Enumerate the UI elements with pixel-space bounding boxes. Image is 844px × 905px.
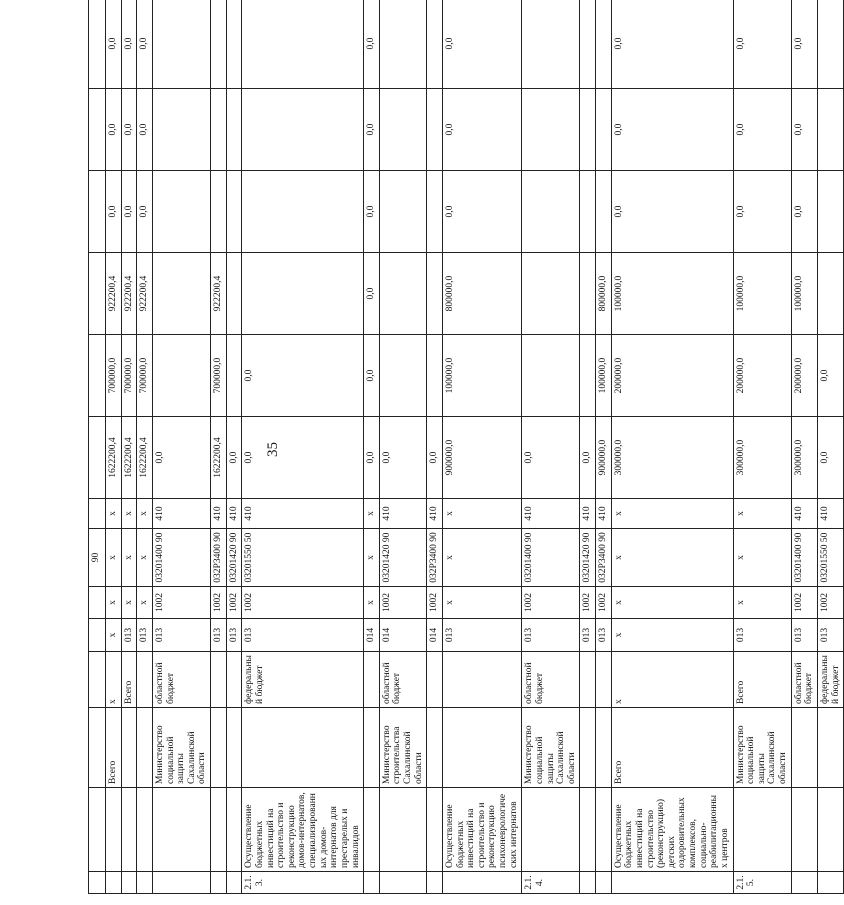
cell-event-name: [379, 788, 427, 872]
cell-rzpr: x: [121, 587, 137, 619]
header-fragment-row: [89, 0, 106, 894]
cell-vr: 410: [226, 499, 242, 529]
cell-responsible: Министерство социальной защиты Сахалинской области: [152, 708, 210, 788]
cell-vr: 410: [152, 499, 210, 529]
cell-grbs: 013: [226, 619, 242, 652]
cell-event-name: Осуществление бюджетных инвестиций на строительство и реконструкцию психоневрологических интернатов: [442, 788, 521, 872]
cell-year-2: 100000,0: [611, 253, 733, 335]
cell-total: 0,0: [580, 417, 596, 499]
cell-responsible: [364, 708, 380, 788]
cell-event-name: [580, 788, 596, 872]
cell-year-2: 922200,4: [137, 253, 153, 335]
cell-total: 1622200,4: [137, 417, 153, 499]
cell-year-5: [211, 0, 227, 89]
cell-year-5: [580, 0, 596, 89]
cell-rzpr: x: [106, 587, 122, 619]
cell-year-1: 0,0: [242, 335, 364, 417]
table-body: [89, 0, 844, 894]
cell-grbs: 013: [211, 619, 227, 652]
cell-event-name: [226, 788, 242, 872]
cell-event-name: [596, 788, 612, 872]
cell-year-4: [580, 89, 596, 171]
budget-table: [88, 0, 844, 894]
cell-item-number: [152, 872, 210, 894]
cell-csr: x: [442, 529, 521, 587]
cell-vr: x: [364, 499, 380, 529]
table-row: [733, 0, 791, 894]
cell-year-1: [226, 335, 242, 417]
cell-rzpr: x: [611, 587, 733, 619]
cell-vr: 410: [427, 499, 443, 529]
cell-grbs: 013: [791, 619, 817, 652]
cell-responsible: [242, 708, 364, 788]
table-row: [817, 0, 843, 894]
cell-year-5: 0,0: [364, 0, 380, 89]
cell-funding-source: федеральный бюджет: [817, 652, 843, 708]
cell-responsible: Министерство социальной защиты Сахалинской области: [733, 708, 791, 788]
cell-funding-source: [211, 652, 227, 708]
cell-year-3: [522, 171, 580, 253]
cell-funding-source: [226, 652, 242, 708]
cell-grbs: 013: [596, 619, 612, 652]
cell-csr: 03201550 50: [242, 529, 364, 587]
cell-csr: 032P3400 90: [427, 529, 443, 587]
cell-event-name: [121, 788, 137, 872]
cell-year-1: 100000,0: [596, 335, 612, 417]
page-number: 35: [265, 442, 281, 457]
cell-vr: x: [121, 499, 137, 529]
cell-funding-source: [364, 652, 380, 708]
cell-year-3: 0,0: [106, 171, 122, 253]
table-row: [106, 0, 122, 894]
cell-csr: x: [364, 529, 380, 587]
cell-year-3: [211, 171, 227, 253]
cell-year-2: 800000,0: [596, 253, 612, 335]
cell-csr: x: [121, 529, 137, 587]
cell-year-3: 0,0: [611, 171, 733, 253]
cell-total: 0,0: [364, 417, 380, 499]
cell-year-5: [379, 0, 427, 89]
cell-responsible: [121, 708, 137, 788]
cell-item-number: 2.1.5.: [733, 872, 791, 894]
cell-item-number: 2.1.3.: [242, 872, 364, 894]
cell-total: 900000,0: [442, 417, 521, 499]
cell-responsible: [580, 708, 596, 788]
cell-item-number: [596, 872, 612, 894]
table-row: [379, 0, 427, 894]
cell-total: 0,0: [817, 417, 843, 499]
cell-rzpr: 1002: [580, 587, 596, 619]
cell-year-5: 0,0: [733, 0, 791, 89]
cell-vr: x: [442, 499, 521, 529]
cell-year-1: [580, 335, 596, 417]
cell-vr: 410: [817, 499, 843, 529]
cell-item-number: [211, 872, 227, 894]
cell-event-name: [817, 788, 843, 872]
cell-funding-source: областной бюджет: [379, 652, 427, 708]
cell-csr: 03201400 90: [791, 529, 817, 587]
table-row: [427, 0, 443, 894]
cell-year-4: [226, 89, 242, 171]
cell-event-name: [791, 788, 817, 872]
cell-item-number: [580, 872, 596, 894]
cell-rzpr: 1002: [152, 587, 210, 619]
cell-funding-source: x: [106, 652, 122, 708]
cell-year-1: [427, 335, 443, 417]
cell-event-name: [106, 788, 122, 872]
cell-responsible: [442, 708, 521, 788]
cell-csr: 032P3400 90: [596, 529, 612, 587]
cell-item-number: [364, 872, 380, 894]
cell-year-3: [817, 171, 843, 253]
cell-responsible: Всего: [106, 708, 122, 788]
cell-year-2: 0,0: [364, 253, 380, 335]
cell-year-2: [242, 253, 364, 335]
cell-year-2: [522, 253, 580, 335]
table-row: [137, 0, 153, 894]
cell-item-number: [379, 872, 427, 894]
cell-year-5: [596, 0, 612, 89]
cell-year-4: 0,0: [137, 89, 153, 171]
cell-year-5: [152, 0, 210, 89]
cell-year-3: 0,0: [121, 171, 137, 253]
cell-funding-source: [596, 652, 612, 708]
cell-funding-source: Всего: [733, 652, 791, 708]
cell-total: 0,0: [427, 417, 443, 499]
cell-year-2: 922200,4: [121, 253, 137, 335]
cell-csr: 03201420 90: [379, 529, 427, 587]
cell-vr: x: [106, 499, 122, 529]
cell-csr: 03201550 50: [817, 529, 843, 587]
cell-total: 0,0: [226, 417, 242, 499]
cell-item-number: [121, 872, 137, 894]
cell-vr: 410: [596, 499, 612, 529]
cell-grbs: 014: [427, 619, 443, 652]
cell-vr: x: [611, 499, 733, 529]
cell-total: 300000,0: [611, 417, 733, 499]
cell-total: 0,0: [522, 417, 580, 499]
cell-funding-source: областной бюджет: [791, 652, 817, 708]
cell-funding-source: [427, 652, 443, 708]
cell-year-2: 922200,4: [211, 253, 227, 335]
cell-year-4: [522, 89, 580, 171]
cell-grbs: 013: [522, 619, 580, 652]
cell-event-name: [211, 788, 227, 872]
cell-year-2: 100000,0: [791, 253, 817, 335]
cell-year-4: 0,0: [442, 89, 521, 171]
cell-event-name: [364, 788, 380, 872]
cell-year-1: 0,0: [817, 335, 843, 417]
cell-vr: x: [733, 499, 791, 529]
table-row: [611, 0, 733, 894]
cell-year-5: 0,0: [611, 0, 733, 89]
cell-total: 300000,0: [733, 417, 791, 499]
cell-event-name: Осуществление бюджетных инвестиций на строительство и реконструкцию домов-интернатов, специализированных домов-интернатов для престарелых и инвалидов: [242, 788, 364, 872]
cell-item-number: 2.1.4.: [522, 872, 580, 894]
cell-responsible: [817, 708, 843, 788]
cell-total: 300000,0: [791, 417, 817, 499]
cell-year-1: [379, 335, 427, 417]
cell-year-1: 100000,0: [442, 335, 521, 417]
cell-event-name: Осуществление бюджетных инвестиций на строительство (реконструкцию) детских оздоровительных комплексов, социально-реабилитационных центров: [611, 788, 733, 872]
cell-item-number: [611, 872, 733, 894]
cell-grbs: 013: [580, 619, 596, 652]
cell-year-3: [427, 171, 443, 253]
cell-year-4: [596, 89, 612, 171]
cell-rzpr: x: [137, 587, 153, 619]
cell-year-5: 0,0: [121, 0, 137, 89]
cell-item-number: [106, 872, 122, 894]
cell-total: 0,0: [242, 417, 364, 499]
cell-year-5: 0,0: [442, 0, 521, 89]
cell-total: 0,0: [152, 417, 210, 499]
cell-total: 900000,0: [596, 417, 612, 499]
cell-year-4: [211, 89, 227, 171]
cell-csr: 03201400 90: [522, 529, 580, 587]
cell-year-2: [580, 253, 596, 335]
table-row: [791, 0, 817, 894]
cell-year-3: [580, 171, 596, 253]
cell-year-5: 0,0: [791, 0, 817, 89]
cell-year-4: [817, 89, 843, 171]
cell-year-4: 0,0: [121, 89, 137, 171]
cell-item-number: [226, 872, 242, 894]
cell-year-1: [522, 335, 580, 417]
cell-year-5: 0,0: [106, 0, 122, 89]
cell-year-1: 700000,0: [211, 335, 227, 417]
cell-responsible: Всего: [611, 708, 733, 788]
cell-year-4: 0,0: [733, 89, 791, 171]
cell-year-3: 0,0: [364, 171, 380, 253]
cell-year-2: [817, 253, 843, 335]
cell-responsible: [211, 708, 227, 788]
table-row: [211, 0, 227, 894]
table-row: [121, 0, 137, 894]
cell-event-name: [522, 788, 580, 872]
cell-year-4: 0,0: [611, 89, 733, 171]
table-row: [596, 0, 612, 894]
cell-year-1: 0,0: [364, 335, 380, 417]
cell-vr: 410: [379, 499, 427, 529]
cell-vr: 410: [791, 499, 817, 529]
cell-responsible: [226, 708, 242, 788]
cell-total: 1622200,4: [106, 417, 122, 499]
cell-csr: 03201420 90: [226, 529, 242, 587]
cell-year-1: 700000,0: [121, 335, 137, 417]
cell-year-2: 922200,4: [106, 253, 122, 335]
cell-vr: 410: [522, 499, 580, 529]
cell-funding-source: x: [611, 652, 733, 708]
cell-year-4: [242, 89, 364, 171]
cell-csr: x: [137, 529, 153, 587]
cell-grbs: 013: [733, 619, 791, 652]
cell-responsible: [596, 708, 612, 788]
cell-responsible: Министерство строительства Сахалинской области: [379, 708, 427, 788]
cell-item-number: [137, 872, 153, 894]
cell-grbs: 014: [379, 619, 427, 652]
cell-year-3: [152, 171, 210, 253]
cell-year-2: 100000,0: [733, 253, 791, 335]
cell-vr: x: [137, 499, 153, 529]
cell-responsible: [137, 708, 153, 788]
cell-year-2: 800000,0: [442, 253, 521, 335]
table-row: [226, 0, 242, 894]
cell-rzpr: 1002: [242, 587, 364, 619]
cell-rzpr: 1002: [522, 587, 580, 619]
cell-grbs: x: [611, 619, 733, 652]
cell-year-5: [522, 0, 580, 89]
cell-csr: x: [611, 529, 733, 587]
cell-year-1: 200000,0: [611, 335, 733, 417]
table-row: [580, 0, 596, 894]
cell-rzpr: x: [364, 587, 380, 619]
cell-year-4: 0,0: [791, 89, 817, 171]
cell-csr: x: [106, 529, 122, 587]
cell-vr: 410: [242, 499, 364, 529]
cell-funding-source: [137, 652, 153, 708]
cell-year-1: [152, 335, 210, 417]
cell-rzpr: 1002: [427, 587, 443, 619]
cell-csr: x: [733, 529, 791, 587]
cell-rzpr: x: [442, 587, 521, 619]
cell-rzpr: 1002: [817, 587, 843, 619]
cell-year-2: [152, 253, 210, 335]
cell-event-name: [152, 788, 210, 872]
cell-year-3: [379, 171, 427, 253]
cell-rzpr: 1002: [596, 587, 612, 619]
cell-responsible: [791, 708, 817, 788]
cell-grbs: 013: [121, 619, 137, 652]
cell-responsible: Министерство социальной защиты Сахалинской области: [522, 708, 580, 788]
cell-total: 1622200,4: [121, 417, 137, 499]
table-row: [522, 0, 580, 894]
cell-item-number: [791, 872, 817, 894]
table-row: [364, 0, 380, 894]
cell-grbs: 013: [242, 619, 364, 652]
cell-grbs: 013: [817, 619, 843, 652]
cell-item-number: [427, 872, 443, 894]
cell-year-2: [379, 253, 427, 335]
cell-year-4: [379, 89, 427, 171]
cell-year-3: 0,0: [137, 171, 153, 253]
cell-year-1: 700000,0: [106, 335, 122, 417]
cell-item-number: [817, 872, 843, 894]
cell-event-name: [137, 788, 153, 872]
table-row: [152, 0, 210, 894]
cell-year-1: 200000,0: [791, 335, 817, 417]
cell-grbs: x: [106, 619, 122, 652]
cell-responsible: [427, 708, 443, 788]
cell-year-1: 700000,0: [137, 335, 153, 417]
table-row: [242, 0, 364, 894]
cell-grbs: 014: [364, 619, 380, 652]
cell-year-2: [226, 253, 242, 335]
table-row: [442, 0, 521, 894]
cell-rzpr: 1002: [791, 587, 817, 619]
cell-year-3: [596, 171, 612, 253]
cell-year-4: 0,0: [106, 89, 122, 171]
cell-year-2: [427, 253, 443, 335]
cell-rzpr: x: [733, 587, 791, 619]
cell-csr: 03201400 90: [152, 529, 210, 587]
cell-item-number: [442, 872, 521, 894]
cell-csr: 032P3400 90: [211, 529, 227, 587]
cell-year-3: 0,0: [791, 171, 817, 253]
cell-year-5: 0,0: [137, 0, 153, 89]
cell-year-3: 0,0: [442, 171, 521, 253]
cell-funding-source: [580, 652, 596, 708]
cell-year-3: [226, 171, 242, 253]
cell-grbs: 013: [152, 619, 210, 652]
cell-year-4: [152, 89, 210, 171]
cell-csr: 03201420 90: [580, 529, 596, 587]
header-fragment: 90: [89, 529, 106, 587]
cell-vr: 410: [580, 499, 596, 529]
cell-event-name: [427, 788, 443, 872]
cell-funding-source: областной бюджет: [152, 652, 210, 708]
cell-year-3: [242, 171, 364, 253]
cell-funding-source: федеральный бюджет: [242, 652, 364, 708]
cell-vr: 410: [211, 499, 227, 529]
cell-grbs: 013: [442, 619, 521, 652]
cell-year-5: [242, 0, 364, 89]
cell-event-name: [733, 788, 791, 872]
cell-year-1: 200000,0: [733, 335, 791, 417]
cell-year-4: [427, 89, 443, 171]
cell-rzpr: 1002: [379, 587, 427, 619]
cell-year-5: [817, 0, 843, 89]
cell-rzpr: 1002: [226, 587, 242, 619]
cell-funding-source: Всего: [121, 652, 137, 708]
cell-total: 0,0: [379, 417, 427, 499]
cell-year-3: 0,0: [733, 171, 791, 253]
cell-year-4: 0,0: [364, 89, 380, 171]
cell-rzpr: 1002: [211, 587, 227, 619]
cell-total: 1622200,4: [211, 417, 227, 499]
cell-funding-source: [442, 652, 521, 708]
budget-table-container: [88, 0, 841, 894]
cell-grbs: 013: [137, 619, 153, 652]
cell-funding-source: областной бюджет: [522, 652, 580, 708]
cell-year-5: [427, 0, 443, 89]
cell-year-5: [226, 0, 242, 89]
